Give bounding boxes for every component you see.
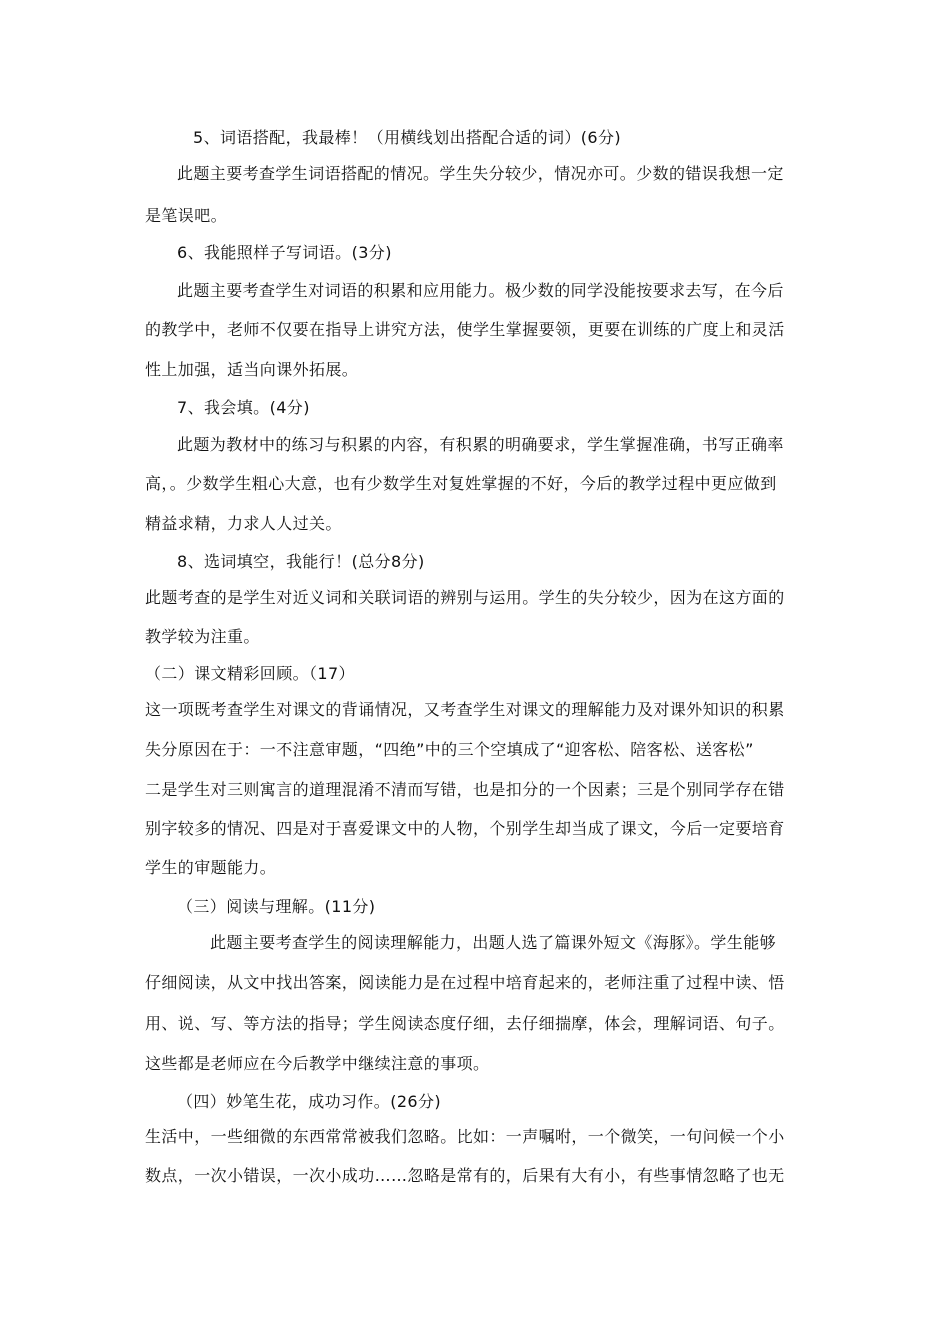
- paragraph-line: 此题主要考查学生词语搭配的情况。学生失分较少，情况亦可。少数的错误我想一定: [177, 164, 784, 183]
- paragraph-line: 这些都是老师应在今后教学中继续注意的事项。: [145, 1054, 490, 1073]
- paragraph-line: 精益求精，力求人人过关。: [145, 514, 342, 533]
- paragraph-line: 二是学生对三则寓言的道理混淆不清而写错，也是扣分的一个因素；三是个别同学存在错: [145, 780, 785, 799]
- paragraph-line: 是笔误吧。: [145, 206, 228, 225]
- paragraph-line: 失分原因在于：一不注意审题，“四绝”中的三个空填成了“迎客松、陪客松、送客松”: [145, 740, 754, 759]
- paragraph-line: 此题主要考查学生对词语的积累和应用能力。极少数的同学没能按要求去写，在今后: [177, 281, 784, 300]
- paragraph-line: 性上加强，适当向课外拓展。: [145, 360, 359, 379]
- section-heading-2: （二）课文精彩回顾。（17）: [145, 664, 355, 683]
- paragraph-line: 教学较为注重。: [145, 627, 260, 646]
- paragraph-line: 的教学中，老师不仅要在指导上讲究方法，使学生掌握要领，更要在训练的广度上和灵活: [145, 320, 785, 339]
- paragraph-line: 此题为教材中的练习与积累的内容，有积累的明确要求，学生掌握准确，书写正确率: [177, 435, 784, 454]
- paragraph-line: 学生的审题能力。: [145, 858, 277, 877]
- paragraph-line: 此题主要考查学生的阅读理解能力，出题人选了篇课外短文《海豚》。学生能够: [210, 933, 777, 952]
- paragraph-line: 生活中，一些细微的东西常常被我们忽略。比如：一声嘱咐，一个微笑，一句问候一个小: [145, 1127, 785, 1146]
- paragraph-line: 高，。少数学生粗心大意，也有少数学生对复姓掌握的不好，今后的教学过程中更应做到: [145, 474, 777, 493]
- section-heading-4: （四）妙笔生花，成功习作。(26分): [177, 1092, 442, 1111]
- paragraph-line: 这一项既考查学生对课文的背诵情况，又考查学生对课文的理解能力及对课外知识的积累: [145, 700, 785, 719]
- paragraph-line: 仔细阅读，从文中找出答案，阅读能力是在过程中培育起来的，老师注重了过程中读、悟: [145, 973, 785, 992]
- paragraph-line: 用、说、写、等方法的指导；学生阅读态度仔细，去仔细揣摩，体会，理解词语、句子。: [145, 1014, 785, 1033]
- paragraph-line: 别字较多的情况、四是对于喜爱课文中的人物，个别学生却当成了课文，今后一定要培育: [145, 819, 785, 838]
- section-heading-3: （三）阅读与理解。(11分): [177, 897, 376, 916]
- paragraph-line: 数点，一次小错误，一次小成功……忽略是常有的，后果有大有小，有些事情忽略了也无: [145, 1166, 785, 1185]
- paragraph-line: 此题考查的是学生对近义词和关联词语的辨别与运用。学生的失分较少，因为在这方面的: [145, 588, 785, 607]
- heading-item-8: 8、选词填空，我能行！(总分8分): [177, 552, 425, 571]
- heading-item-6: 6、我能照样子写词语。(3分): [177, 243, 392, 262]
- heading-item-7: 7、我会填。(4分): [177, 398, 310, 417]
- heading-item-5: 5、词语搭配，我最棒！（用横线划出搭配合适的词）(6分): [193, 128, 622, 147]
